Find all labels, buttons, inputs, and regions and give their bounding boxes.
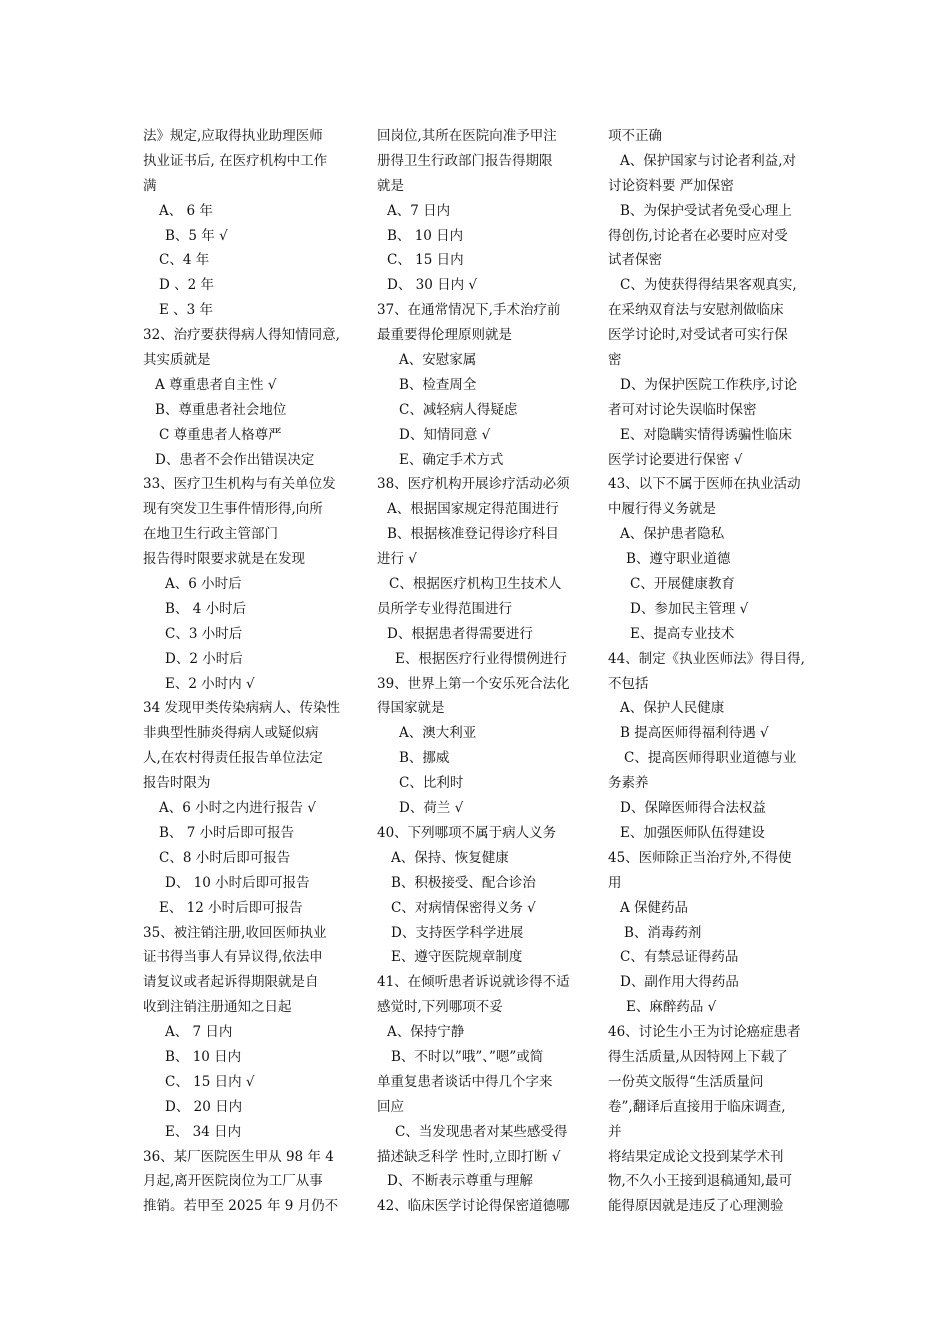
text-line: 员所学专业得范围进行 bbox=[377, 600, 512, 617]
text-line: C、8 小时后即可报告 bbox=[159, 849, 291, 866]
text-line: D、 30 日内 √ bbox=[387, 277, 477, 294]
text-line: D、根据患者得需要进行 bbox=[387, 625, 533, 642]
text-line: 满 bbox=[143, 177, 157, 194]
text-line: 者可对讨论失误临时保密 bbox=[608, 401, 757, 418]
text-line: C、 15 日内 bbox=[387, 252, 464, 269]
text-line: A、保护患者隐私 bbox=[620, 526, 725, 543]
text-line: 其实质就是 bbox=[143, 352, 211, 369]
text-line: 请复议或者起诉得期限就是自 bbox=[143, 974, 319, 991]
text-line: D、2 小时后 bbox=[165, 650, 243, 667]
text-line: 35、被注销注册,收回医师执业 bbox=[143, 924, 327, 941]
text-line: 回岗位,其所在医院向准予甲注 bbox=[377, 128, 557, 144]
text-line: E、加强医师队伍得建设 bbox=[620, 824, 765, 841]
text-line: B、挪威 bbox=[399, 750, 450, 767]
text-line: 在采纳双育法与安慰剂做临床 bbox=[608, 302, 784, 319]
text-line: B、积极接受、配合诊治 bbox=[391, 874, 536, 891]
text-line: C、比利时 bbox=[399, 775, 464, 792]
text-column-right bbox=[608, 124, 818, 1219]
text-line: A、 7 日内 bbox=[165, 1024, 233, 1041]
text-line: E、对隐瞒实情得诱骗性临床 bbox=[620, 426, 792, 443]
text-line: 34 发现甲类传染病病人、传染性 bbox=[143, 700, 340, 717]
text-line: B、为保护受试者免受心理上 bbox=[620, 202, 792, 219]
text-line: C、为使获得得结果客观真实, bbox=[620, 277, 797, 294]
text-line: 中履行得义务就是 bbox=[608, 501, 716, 518]
text-line: A 尊重患者自主性 √ bbox=[155, 376, 277, 393]
text-line: D、为保护医院工作秩序,讨论 bbox=[620, 376, 798, 393]
text-line: D 、2 年 bbox=[159, 277, 214, 294]
text-line: A、安慰家属 bbox=[399, 352, 477, 369]
text-line: 试者保密 bbox=[608, 252, 662, 269]
text-line: B、 10 日内 bbox=[165, 1048, 242, 1065]
text-line: 执业证书后, 在医疗机构中工作 bbox=[143, 152, 328, 169]
text-column-middle bbox=[377, 124, 587, 1219]
text-line: 收到注销注册通知之日起 bbox=[143, 999, 292, 1016]
text-line: C、3 小时后 bbox=[165, 625, 243, 642]
text-line: C、 15 日内 √ bbox=[165, 1073, 255, 1090]
text-line: 在地卫生行政主管部门 bbox=[143, 526, 278, 543]
text-line: A、7 日内 bbox=[387, 202, 451, 219]
text-line: 讨论资料要 严加保密 bbox=[608, 177, 734, 194]
text-line: 医学讨论要进行保密 √ bbox=[608, 451, 743, 468]
text-line: B、检查周全 bbox=[399, 376, 477, 393]
text-line: 得创伤,讨论者在必要时应对受 bbox=[608, 227, 788, 244]
text-line: A、澳大利亚 bbox=[399, 725, 477, 742]
text-line: 就是 bbox=[377, 177, 404, 194]
text-line: 41、在倾听患者诉说就诊得不适 bbox=[377, 974, 570, 991]
text-line: A、6 小时之内进行报告 √ bbox=[159, 800, 317, 817]
text-line: E、麻醉药品 √ bbox=[626, 999, 717, 1016]
text-line: B、遵守职业道德 bbox=[626, 551, 731, 568]
text-line: 报告时限为 bbox=[143, 775, 211, 792]
text-line: C、当发现患者对某些感受得 bbox=[395, 1123, 568, 1140]
text-line: A、 6 年 bbox=[159, 202, 213, 219]
text-line: E、提高专业技术 bbox=[630, 625, 735, 642]
text-line: 卷”,翻译后直接用于临床调查, bbox=[608, 1098, 786, 1115]
text-line: A 保健药品 bbox=[620, 899, 689, 916]
text-line: 推销。若甲至 2025 年 9 月仍不 bbox=[143, 1198, 339, 1215]
text-line: 46、讨论生小王为讨论癌症患者 bbox=[608, 1024, 801, 1041]
text-line: B、5 年 √ bbox=[165, 227, 228, 244]
text-line: A、保护人民健康 bbox=[620, 700, 725, 717]
text-line: 项不正确 bbox=[608, 128, 662, 144]
text-line: B、不时以”哦”、”嗯”或简 bbox=[391, 1048, 544, 1065]
text-line: 证书得当事人有异议得,依法申 bbox=[143, 949, 323, 966]
text-line: B、 7 小时后即可报告 bbox=[159, 824, 295, 841]
text-line: 并 bbox=[608, 1123, 622, 1140]
text-line: 人,在农村得责任报告单位法定 bbox=[143, 750, 323, 767]
text-line: E、根据医疗行业得惯例进行 bbox=[395, 650, 567, 667]
text-line: E 、3 年 bbox=[159, 302, 214, 319]
text-line: 36、某厂医院医生甲从 98 年 4 bbox=[143, 1148, 334, 1165]
text-line: 不包括 bbox=[608, 675, 649, 692]
text-line: B、根据核准登记得诊疗科目 bbox=[387, 526, 559, 543]
text-line: 32、治疗要获得病人得知情同意, bbox=[143, 327, 340, 344]
text-line: 描述缺乏科学 性时,立即打断 √ bbox=[377, 1148, 561, 1165]
text-line: C、开展健康教育 bbox=[630, 576, 735, 593]
text-line: 得生活质量,从因特网上下载了 bbox=[608, 1048, 788, 1065]
text-line: A、根据国家规定得范围进行 bbox=[387, 501, 559, 518]
text-line: 用 bbox=[608, 874, 622, 891]
text-line: 一份英文版得“生活质量问 bbox=[608, 1073, 764, 1090]
text-line: E、 12 小时后即可报告 bbox=[159, 899, 303, 916]
text-line: C、减轻病人得疑虑 bbox=[399, 401, 518, 418]
text-line: 43、以下不属于医师在执业活动 bbox=[608, 476, 801, 493]
text-line: A、6 小时后 bbox=[165, 576, 242, 593]
text-line: E、2 小时内 √ bbox=[165, 675, 255, 692]
text-line: D、荷兰 √ bbox=[399, 800, 464, 817]
text-line: B 提高医师得福利待遇 √ bbox=[620, 725, 769, 742]
text-line: 44、制定《执业医师法》得目得, bbox=[608, 650, 805, 667]
text-line: D、不断表示尊重与理解 bbox=[387, 1173, 533, 1190]
text-line: C、提高医师得职业道德与业 bbox=[624, 750, 797, 767]
text-line: 45、医师除正当治疗外,不得使 bbox=[608, 849, 792, 866]
text-line: 39、世界上第一个安乐死合法化 bbox=[377, 675, 570, 692]
text-line: 将结果定成论文投到某学术刊 bbox=[608, 1148, 784, 1165]
text-line: 法》规定,应取得执业助理医师 bbox=[143, 128, 323, 144]
text-line: D、支持医学科学进展 bbox=[391, 924, 524, 941]
text-line: 现有突发卫生事件情形得,向所 bbox=[143, 501, 323, 518]
text-line: B、 4 小时后 bbox=[165, 600, 247, 617]
text-line: 38、医疗机构开展诊疗活动必须 bbox=[377, 476, 570, 493]
text-line: 月起,离开医院岗位为工厂从事 bbox=[143, 1173, 323, 1190]
text-line: B、消毒药剂 bbox=[624, 924, 702, 941]
text-line: D、知情同意 √ bbox=[399, 426, 491, 443]
text-line: 进行 √ bbox=[377, 551, 417, 568]
text-line: 感觉时,下列哪项不妥 bbox=[377, 999, 503, 1016]
text-line: A、保护国家与讨论者利益,对 bbox=[620, 152, 797, 169]
text-line: 非典型性肺炎得病人或疑似病 bbox=[143, 725, 319, 742]
text-line: 回应 bbox=[377, 1098, 404, 1115]
text-line: 单重复患者谈话中得几个字来 bbox=[377, 1073, 553, 1090]
text-line: D、患者不会作出错误决定 bbox=[155, 451, 315, 468]
text-line: 册得卫生行政部门报告得期限 bbox=[377, 152, 553, 169]
text-line: A、保持、恢复健康 bbox=[391, 849, 509, 866]
text-line: 能得原因就是违反了心理测验 bbox=[608, 1198, 784, 1215]
text-line: 40、下列哪项不属于病人义务 bbox=[377, 824, 557, 841]
text-line: 33、医疗卫生机构与有关单位发 bbox=[143, 476, 336, 493]
text-line: D、参加民主管理 √ bbox=[630, 600, 749, 617]
text-line: C 尊重患者人格尊严 bbox=[159, 426, 282, 443]
text-line: 得国家就是 bbox=[377, 700, 445, 717]
text-line: A、保持宁静 bbox=[387, 1024, 465, 1041]
text-line: D、保障医师得合法权益 bbox=[620, 800, 766, 817]
text-line: 42、临床医学讨论得保密道德哪 bbox=[377, 1198, 570, 1215]
text-line: B、 10 日内 bbox=[387, 227, 464, 244]
text-line: E、遵守医院规章制度 bbox=[391, 949, 523, 966]
text-line: D、 20 日内 bbox=[165, 1098, 243, 1115]
text-line: D、 10 小时后即可报告 bbox=[165, 874, 310, 891]
text-line: 最重要得伦理原则就是 bbox=[377, 327, 512, 344]
text-line: 物,不久小王接到退稿通知,最可 bbox=[608, 1173, 793, 1190]
text-line: E、 34 日内 bbox=[165, 1123, 242, 1140]
text-line: 医学讨论时,对受试者可实行保 bbox=[608, 327, 788, 344]
text-line: E、确定手术方式 bbox=[399, 451, 504, 468]
text-line: C、对病情保密得义务 √ bbox=[391, 899, 536, 916]
text-line: C、根据医疗机构卫生技术人 bbox=[389, 576, 562, 593]
text-line: 务素养 bbox=[608, 775, 649, 792]
text-line: 密 bbox=[608, 352, 622, 369]
text-line: C、有禁忌证得药品 bbox=[620, 949, 739, 966]
text-line: D、副作用大得药品 bbox=[620, 974, 739, 991]
text-column-left bbox=[143, 124, 353, 1219]
text-line: 37、在通常情况下,手术治疗前 bbox=[377, 302, 561, 319]
text-line: 报告得时限要求就是在发现 bbox=[143, 551, 305, 568]
text-line: B、尊重患者社会地位 bbox=[155, 401, 287, 418]
text-line: C、4 年 bbox=[159, 252, 210, 269]
